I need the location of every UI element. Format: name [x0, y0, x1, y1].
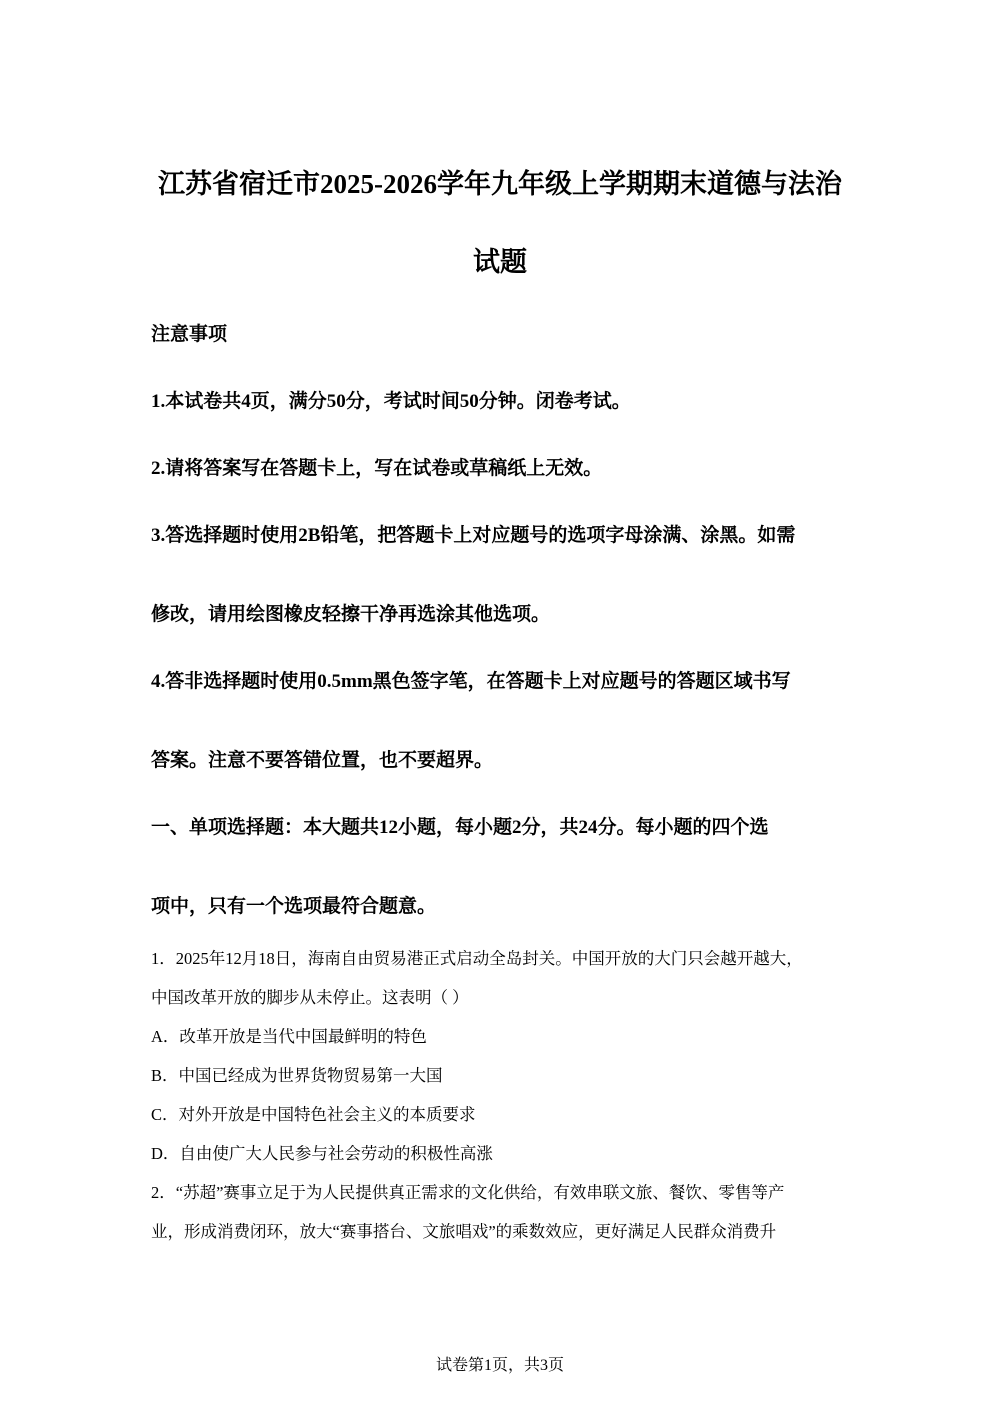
question-1-option-a: A．改革开放是当代中国最鲜明的特色 — [151, 1027, 427, 1046]
notice-heading: 注意事项 — [151, 324, 228, 345]
question-1-option-d: D．自由使广大人民参与社会劳动的积极性高涨 — [151, 1144, 493, 1163]
section-heading-line2: 项中，只有一个选项最符合题意。 — [151, 896, 437, 917]
question-2-stem-line2: 业，形成消费闭环，放大“赛事搭台、文旅唱戏”的乘数效应，更好满足人民群众消费升 — [151, 1222, 777, 1241]
document-title-line1: 江苏省宿迁市2025-2026学年九年级上学期期末道德与法治 — [158, 169, 842, 199]
question-2-stem-line1: 2．“苏超”赛事立足于为人民提供真正需求的文化供给，有效串联文旅、餐饮、零售等产 — [151, 1183, 785, 1202]
notice-item-2: 2.请将答案写在答题卡上，写在试卷或草稿纸上无效。 — [151, 458, 603, 479]
question-1-option-c: C．对外开放是中国特色社会主义的本质要求 — [151, 1105, 476, 1124]
page-footer: 试卷第1页，共3页 — [435, 1357, 564, 1374]
notice-item-4-line2: 答案。注意不要答错位置，也不要超界。 — [151, 750, 494, 771]
notice-item-4-line1: 4.答非选择题时使用0.5mm黑色签字笔，在答题卡上对应题号的答题区域书写 — [151, 671, 791, 692]
document-title-line2: 试题 — [473, 247, 527, 277]
notice-item-3-line2: 修改，请用绘图橡皮轻擦干净再选涂其他选项。 — [151, 604, 551, 625]
notice-item-1: 1.本试卷共4页，满分50分，考试时间50分钟。闭卷考试。 — [151, 391, 631, 412]
section-heading-line1: 一、单项选择题：本大题共12小题，每小题2分，共24分。每小题的四个选 — [151, 817, 769, 838]
question-1-stem-line2: 中国改革开放的脚步从未停止。这表明（ ） — [151, 988, 469, 1007]
question-1-stem-line1: 1．2025年12月18日，海南自由贸易港正式启动全岛封关。中国开放的大门只会越开越大， — [151, 949, 803, 968]
notice-item-3-line1: 3.答选择题时使用2B铅笔，把答题卡上对应题号的选项字母涂满、涂黑。如需 — [151, 525, 796, 546]
question-1-option-b: B．中国已经成为世界货物贸易第一大国 — [151, 1066, 443, 1085]
